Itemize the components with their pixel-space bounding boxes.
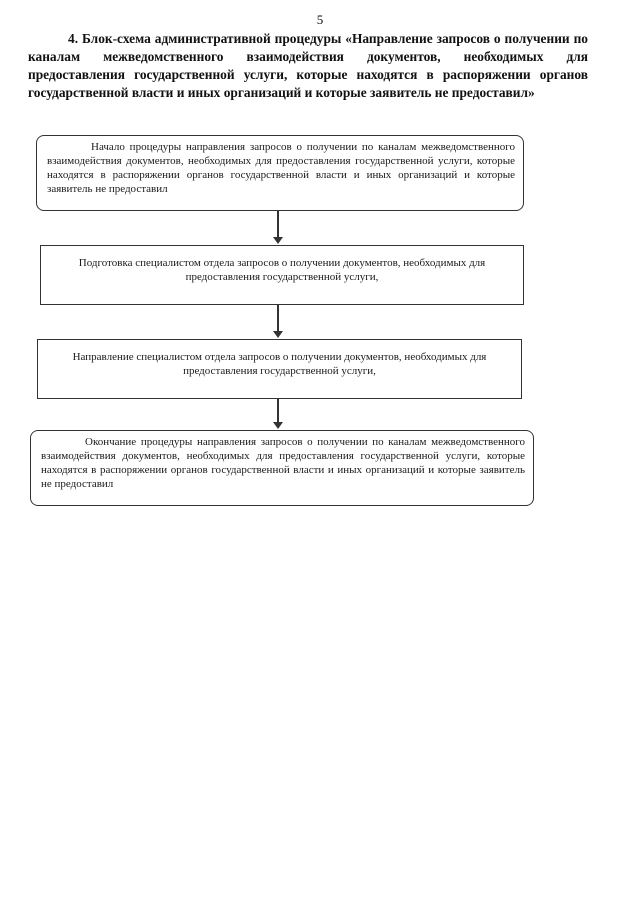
flowchart-start-step: Начало процедуры направления запросов о получении по каналам межведомственного взаимодействия документов, необходимых для предоставления государственной услуги, которые находятся в распоряжении органов государственной власти и иных организаций и которые заявитель не предоставил (36, 135, 524, 211)
flow-arrow-down (277, 305, 279, 332)
page-title: 4. Блок-схема административной процедуры «Направление запросов о получении по каналам межведомственного взаимодействия документов, необходимых для предоставления государственной услуги, которые находятся в распоряжении органов государственной власти и иных организаций и которые заявитель не предоставил» (28, 31, 588, 100)
flowchart-prepare-step: Подготовка специалистом отдела запросов о получении документов, необходимых для предоставления государственной услуги, (40, 245, 524, 305)
flowchart-end-step: Окончание процедуры направления запросов о получении по каналам межведомственного взаимодействия документов, необходимых для предоставления государственной услуги, которые находятся в распоряжении органов государственной власти и иных организаций и которые заявитель не предоставил (30, 430, 534, 506)
page-number: 5 (316, 12, 324, 27)
flow-arrow-down (277, 399, 279, 423)
flowchart-send-step: Направление специалистом отдела запросов о получении документов, необходимых для предоставления государственной услуги, (37, 339, 522, 399)
flow-arrow-down (277, 211, 279, 238)
